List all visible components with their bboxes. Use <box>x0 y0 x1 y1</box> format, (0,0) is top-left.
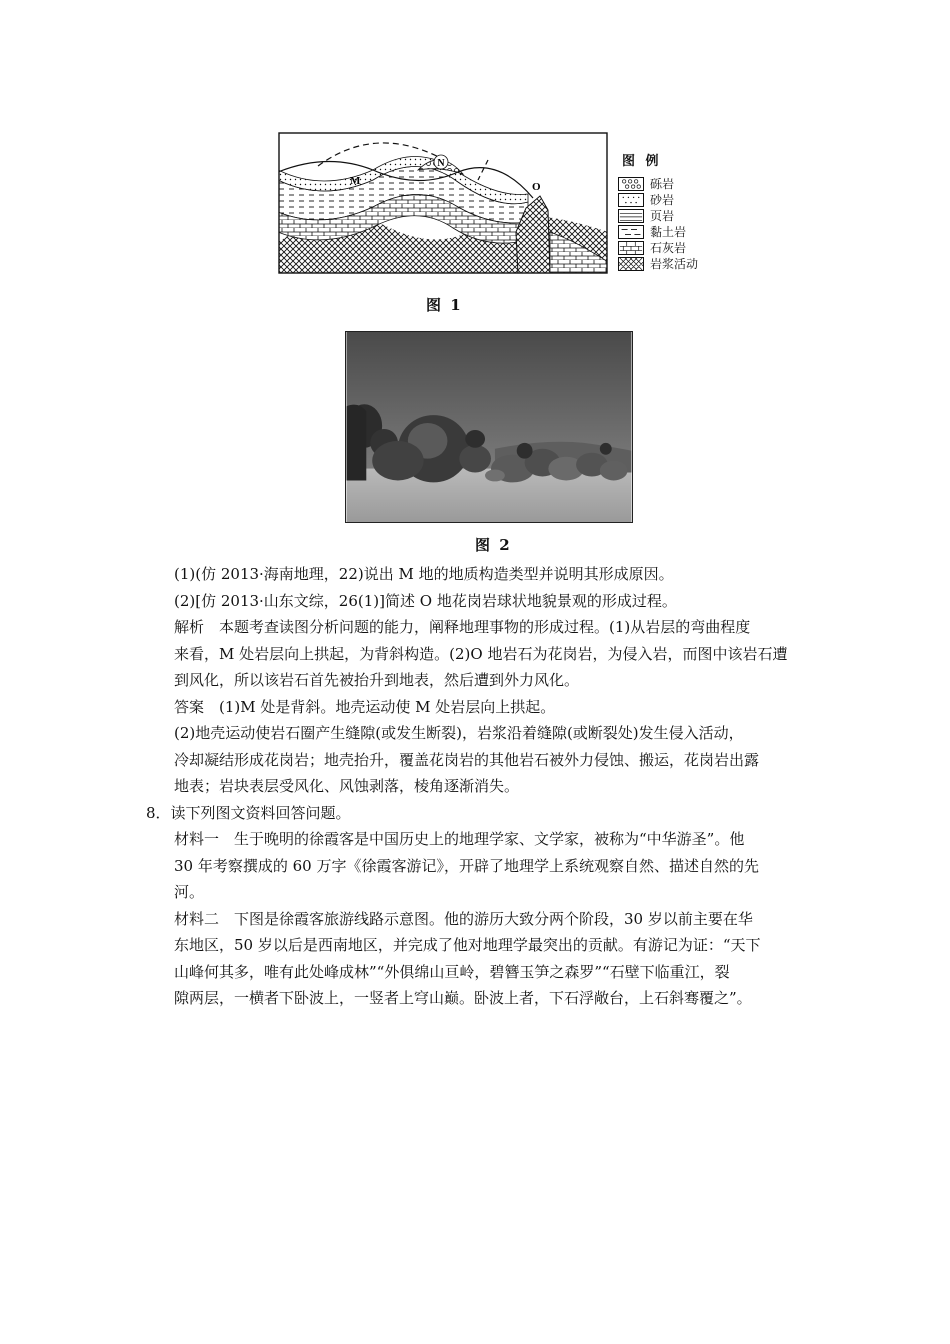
figure-2-caption: 图 2 <box>475 536 512 554</box>
material-line: 东地区，50 岁以后是西南地区，并完成了他对地理学最突出的贡献。有游记为证：“天下 <box>174 936 761 954</box>
shale-swatch <box>618 209 644 223</box>
analysis-line: 到风化，所以该岩石首先被抬升到地表，然后遭到外力风化。 <box>174 671 580 689</box>
answer-line: 答案 (1)M 处是背斜。地壳运动使 M 处岩层向上拱起。 <box>174 697 556 716</box>
figure-1-caption: 图 1 <box>426 296 463 314</box>
sandstone-swatch <box>618 193 644 207</box>
material-line: 材料一 生于晚明的徐霞客是中国历史上的地理学家、文学家，被称为“中华游圣”。他 <box>174 830 745 848</box>
legend: 图 例 砾岩 砂岩 页岩 黏土岩 石灰岩 岩浆活动 <box>618 150 728 275</box>
question-8-heading: 8．读下列图文资料回答问题。 <box>146 803 351 822</box>
legend-title: 图 例 <box>622 154 662 169</box>
answer-line: 冷却凝结形成花岗岩；地壳抬升，覆盖花岗岩的其他岩石被外力侵蚀、搬运，花岗岩出露 <box>174 750 760 769</box>
question-line: (1)(仿 2013·海南地理，22)说出 M 地的地质构造类型并说明其形成原因。 <box>174 565 674 583</box>
material-line: 30 年考察撰成的 60 万字《徐霞客游记》，开辟了地理学上系统观察自然、描述自然的先 <box>174 856 759 875</box>
analysis-line: 解析 本题考查读图分析问题的能力，阐释地理事物的形成过程。(1)从岩层的弯曲程度 <box>174 618 751 636</box>
claystone-swatch <box>618 225 644 239</box>
answer-line: (2)地壳运动使岩石圈产生缝隙(或发生断裂)，岩浆沿着缝隙(或断裂处)发生侵入活动， <box>174 724 744 742</box>
material-line: 河。 <box>174 883 205 901</box>
label-n: N <box>437 158 445 169</box>
magma-swatch <box>618 257 644 271</box>
limestone-swatch <box>618 241 644 255</box>
geologic-cross-section <box>278 132 608 274</box>
answer-line: 地表；岩块表层受风化、风蚀剥落，棱角逐渐消失。 <box>174 777 520 795</box>
label-o: O <box>532 181 541 193</box>
material-line: 材料二 下图是徐霞客旅游线路示意图。他的游历大致分两个阶段，30 岁以前主要在华 <box>174 909 753 928</box>
analysis-line: 来看，M 处岩层向上拱起，为背斜构造。(2)O 地岩石为花岗岩，为侵入岩，而图中该岩石遭 <box>174 644 788 663</box>
material-line: 隙两层，一横者下卧波上，一竖者上穹山巅。卧波上者，下石浮敞台，上石斜骞覆之”。 <box>174 989 752 1007</box>
question-text <box>146 561 806 1012</box>
material-line: 山峰何其多，唯有此处峰成林”“外俱绵山亘岭，碧簪玉笋之森罗”“石壁下临重江，裂 <box>174 962 730 981</box>
conglomerate-swatch <box>618 177 644 191</box>
label-m: M <box>350 175 361 187</box>
question-line: (2)[仿 2013·山东文综，26(1)]简述 O 地花岗岩球状地貌景观的形成过程。 <box>174 591 677 610</box>
granite-landscape-photo <box>345 331 633 523</box>
